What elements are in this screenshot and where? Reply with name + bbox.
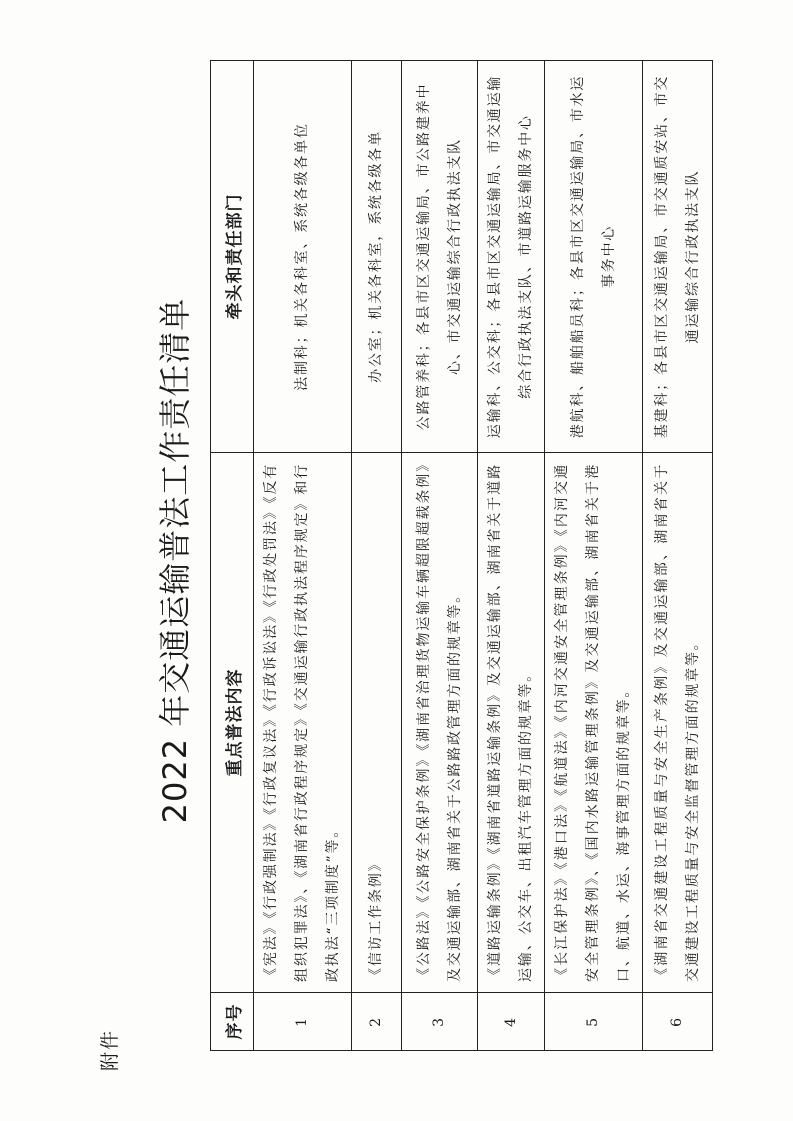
row-content: 《公路法》《公路安全保护条例》《湖南省治理货物运输车辆超限超载条例》及交通运输部、湖南省关于公路路政管理方面的规章等。	[402, 453, 478, 993]
table-row	[643, 61, 713, 1051]
row-dept: 运输科、公交科；各县市区交通运输局、市交通运输综合行政执法支队、市道路运输服务中心	[478, 61, 545, 453]
table-row	[478, 61, 545, 1051]
row-content: 《宪法》《行政强制法》《行政复议法》《行政诉讼法》《行政处罚法》《反有组织犯罪法》、《湖南省行政程序规定》《交通运输行政执法程序规定》和行政执法“三项制度”等。	[254, 453, 352, 993]
row-seq: 2	[352, 993, 402, 1051]
row-dept: 基建科；各县市区交通运输局、市交通质安站、市交通运输综合行政执法支队	[643, 61, 713, 453]
header-dept: 牵头和责任部门	[211, 61, 254, 453]
row-content: 《信访工作条例》	[352, 453, 402, 993]
row-content: 《湖南省交通建设工程质量与安全生产条例》及交通运输部、湖南省关于交通建设工程质量与安全监督管理方面的规章等。	[643, 453, 713, 993]
row-seq: 5	[545, 993, 643, 1051]
header-seq: 序号	[211, 993, 254, 1051]
responsibility-table	[210, 60, 713, 1051]
document-title: 2022 年交通运输普法工作责任清单	[156, 297, 194, 824]
row-seq: 6	[643, 993, 713, 1051]
row-dept: 公路管养科；各县市区交通运输局、市公路建养中心、市交通运输综合行政执法支队	[402, 61, 478, 453]
row-seq: 3	[402, 993, 478, 1051]
table-header-row	[211, 61, 254, 1051]
table-row	[352, 61, 402, 1051]
table-row	[402, 61, 478, 1051]
row-seq: 1	[254, 993, 352, 1051]
row-dept: 港航科、船舶船员科；各县市区交通运输局、市水运事务中心	[545, 61, 643, 453]
header-content: 重点普法内容	[211, 453, 254, 993]
row-seq: 4	[478, 993, 545, 1051]
row-dept: 办公室；机关各科室，系统各级各单	[352, 61, 402, 453]
table-row	[254, 61, 352, 1051]
row-content: 《长江保护法》《港口法》《航道法》《内河交通安全管理条例》《内河交通安全管理条例》、《国内水路运输管理条例》及交通运输部、湖南省关于港口、航道、水运、海事管理方面的规章等。	[545, 453, 643, 993]
row-content: 《道路运输条例》《湖南省道路运输条例》及交通运输部、湖南省关于道路运输、公交车、出租汽车管理方面的规章等。	[478, 453, 545, 993]
row-dept: 法制科；机关各科室、系统各级各单位	[254, 61, 352, 453]
attachment-label: 附件	[99, 1028, 121, 1071]
table-row	[545, 61, 643, 1051]
